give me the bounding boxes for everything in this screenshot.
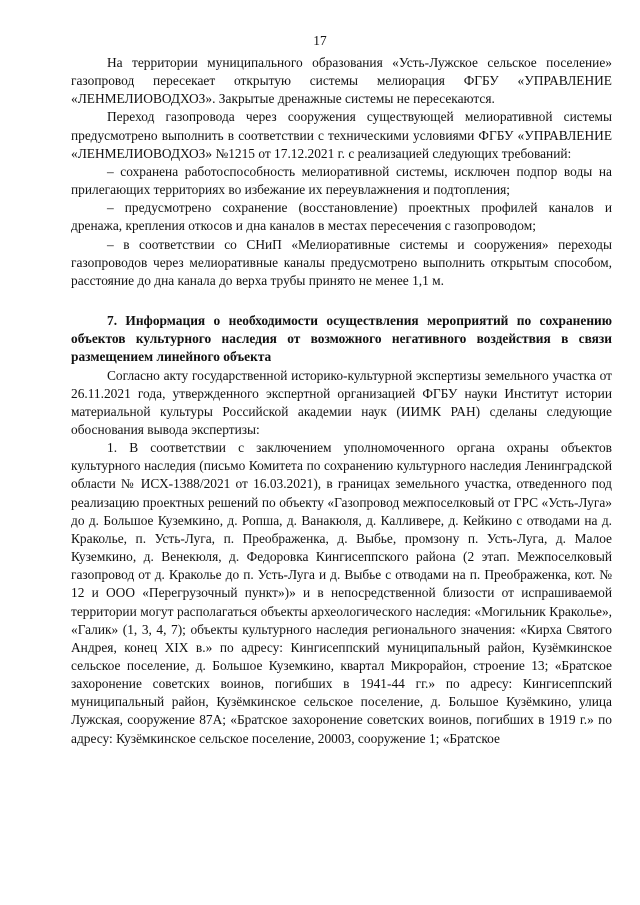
section-heading: 7. Информация о необходимости осуществления мероприятий по сохранению объектов культурного наследия от возможного негативного воздействия в связи размещением линейного объекта xyxy=(71,313,612,365)
paragraph-crossing-requirements: Переход газопровода через сооружения существующей мелиоративной системы предусмотрено выполнить в соответствии с техническими условиями ФГБУ «УПРАВЛЕНИЕ «ЛЕНМЕЛИОВОДХОЗ» №1215 от 17.12.2021 г. с реализацией следующих требований: xyxy=(71,109,612,161)
page-number: 17 xyxy=(313,33,327,48)
page-body xyxy=(71,54,612,748)
list-item-profile-preservation: – предусмотрено сохранение (восстановление) проектных профилей каналов и дренажа, крепления откосов и дна каналов в местах пересечения с газопроводом; xyxy=(71,200,612,234)
section-spacer xyxy=(71,290,612,312)
list-item-open-crossing-method: – в соответствии со СНиП «Мелиоративные системы и сооружения» переходы газопроводов через мелиоративные каналы предусмотрено выполнить открытым способом, расстояние до дна канала до верха трубы принято не менее 1,1 м. xyxy=(71,236,612,288)
paragraph-expertise-act: Согласно акту государственной историко-культурной экспертизы земельного участка от 26.11.2021 года, утвержденного экспертной организацией ФГБУ науки Институт истории материальной культуры Российской академии наук (ИИМК РАН) сделаны следующие обоснования вывода экспертизы: xyxy=(71,367,612,437)
paragraph-territory-crossing: На территории муниципального образования «Усть-Лужское сельское поселение» газопровод пересекает открытую системы мелиорация ФГБУ «УПРАВЛЕНИЕ «ЛЕНМЕЛИОВОДХОЗ». Закрытые дренажные системы не пересекаются. xyxy=(71,55,612,107)
paragraph-heritage-objects: 1. В соответствии с заключением уполномоченного органа охраны объектов культурного наследия (письмо Комитета по сохранению культурного наследия Ленинградской области № ИСХ-1388/2021 от 16.03.2021), в границах земельного участка, отведенного под реализацию проектных решений по объекту «Газопровод межпоселковый от ГРС «Усть-Луга» до д. Большое Куземкино, д. Ропша, д. Ванакюля, д. Калливере, д. Кейкино с отводами на д. Краколье, п. Усть-Луга, п. Преображенка, д. Выбье, промзону п. Усть-Луга, д. Малое Куземкино, д. Венекюля, д. Федоровка Кингисеппского района (2 этап. Межпоселковый газопровод от д. Краколье до п. Усть-Луга и д. Выбье с отводами на п. Преображенка, кот. № 12 и ООО «Перегрузочный пункт»)» и в непосредственной близости от испрашиваемой территории могут располагаться объекты археологического наследия: «Могильник Краколье», «Галик» (1, 3, 4, 7); объекты культурного наследия регионального значения: «Кирха Святого Андрея, конец XIX в.» по адресу: Кингисеппский муниципальный район, Кузёмкинское сельское поселение, д. Большое Куземкино, квартал Микрорайон, строение 13; «Братское захоронение советских воинов, погибших в 1941-44 гг.» по адресу: Кингисеппский муниципальный район, Кузёмкинское сельское поселение, д. Большое Кузёмкино, улица Лужская, сооружение 87А; «Братское захоронение советских воинов, погибших в 1919 г.» по адресу: Кузёмкинское сельское поселение, 20003, сооружение 1; «Братское xyxy=(71,440,612,746)
list-item-system-operability: – сохранена работоспособность мелиоративной системы, исключен подпор воды на прилегающих территориях во избежание их переувлажнения и подтопления; xyxy=(71,163,612,198)
